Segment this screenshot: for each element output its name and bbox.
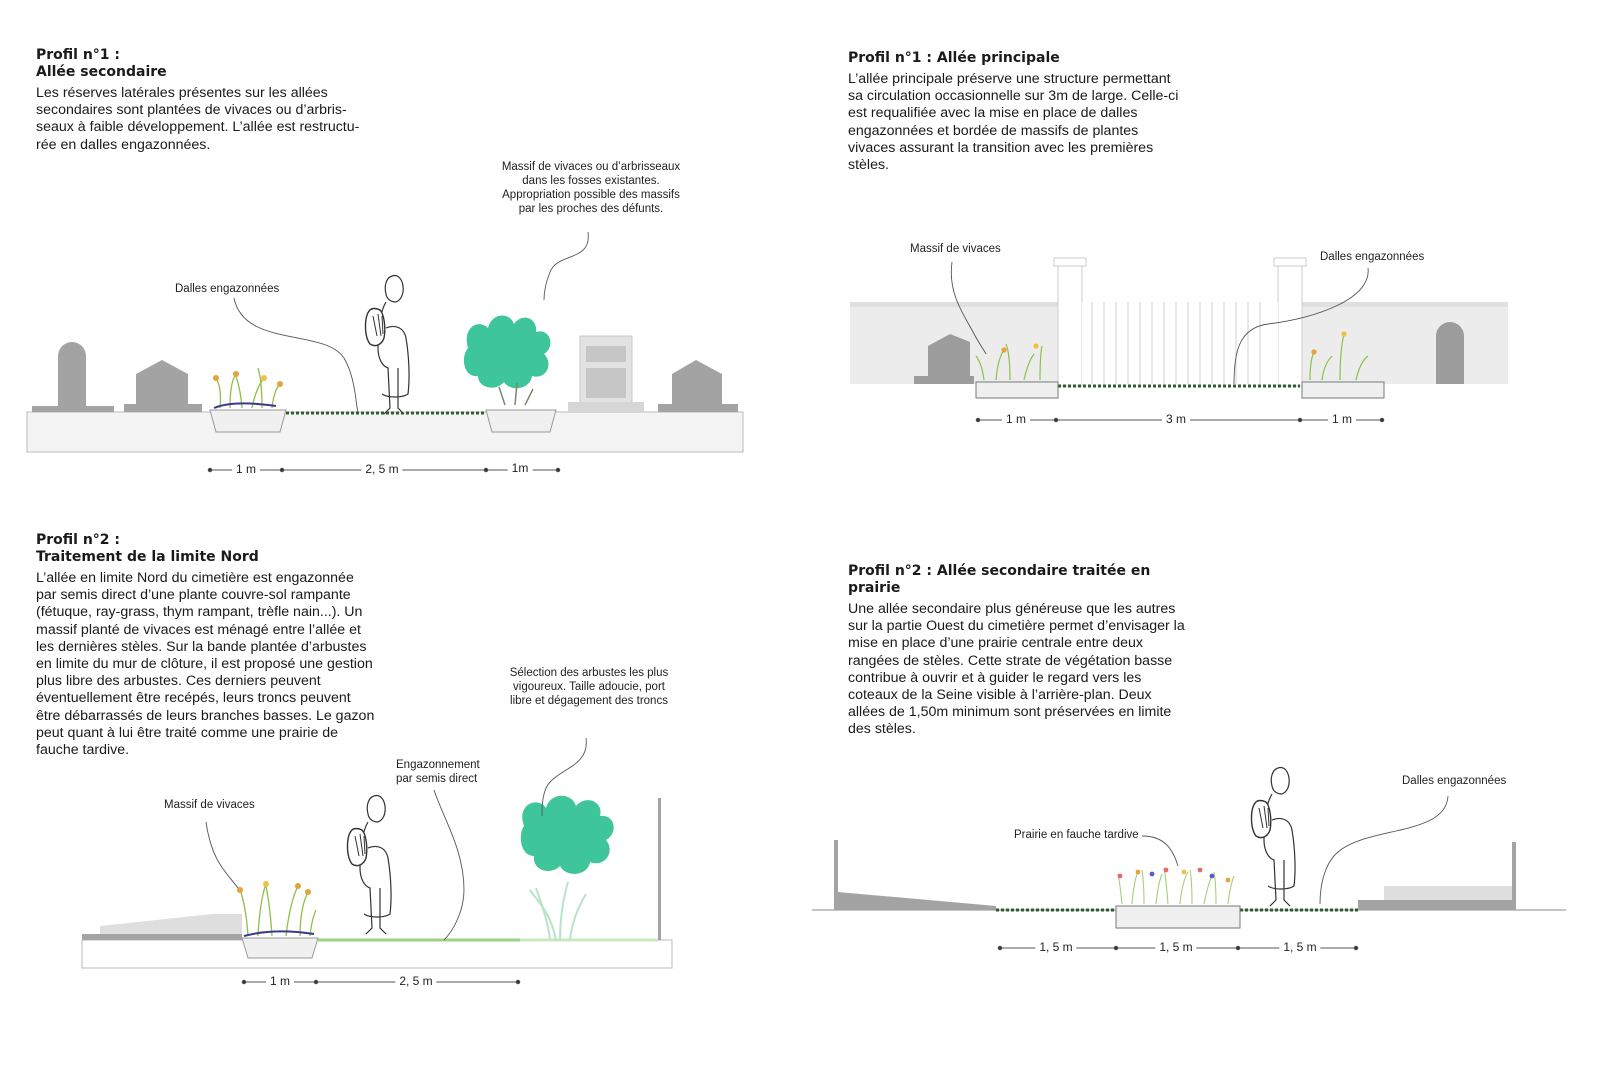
profile1-main-title: Profil n°1 : Allée principale <box>848 50 1060 66</box>
dim-p2p-1: 1, 5 m <box>1035 940 1076 954</box>
dim-p1s-3: 1m <box>508 461 533 475</box>
planter <box>976 382 1058 398</box>
boundary-wall <box>658 798 661 940</box>
gate-pillar <box>1058 262 1082 386</box>
dim-p2n-1: 1 m <box>266 974 294 988</box>
dim-p1m-1: 1 m <box>1002 412 1030 426</box>
dim-p1m-3: 1 m <box>1328 412 1356 426</box>
dim-p2p-2: 1, 5 m <box>1155 940 1196 954</box>
stele-icon <box>568 336 644 412</box>
perennials-icon <box>213 368 283 408</box>
profile2-north-title-line2: Traitement de la limite Nord <box>36 549 259 565</box>
dim-p1m-2: 3 m <box>1162 412 1190 426</box>
profile1-secondary-title-line2: Allée secondaire <box>36 64 167 80</box>
label-dalles-p1s: Dalles engazonnées <box>175 283 280 295</box>
label-dalles-p1m: Dalles engazonnées <box>1320 251 1425 263</box>
person-icon <box>348 796 392 934</box>
leader-line <box>1142 836 1178 866</box>
perennials-icon <box>1118 868 1234 904</box>
profile1-main-section <box>850 258 1508 422</box>
planter <box>242 938 318 958</box>
profile2-prairie-title: Profil n°2 : Allée secondaire traitée en prairie <box>848 563 1151 596</box>
gate-icon <box>1082 302 1278 384</box>
planter <box>210 410 286 432</box>
person-icon <box>366 276 410 414</box>
dim-p1s-2: 2, 5 m <box>361 462 402 476</box>
profile2-north-text: L’allée en limite Nord du cimetière est engazonnée par semis direct d’une plante couvre-sol rampante (fétuque, ray-grass, thym rampant, trèfle nain...). Un massif planté de vivaces est ménagé entre l’allée et les dernières stèles. Sur la bande plantée d’arbustes en limite du mur de clôture, il est proposé une gestion plus libre des arbustes. Ces derniers peuvent éventuellement être recépés, leurs troncs peuvent être débarrassés de leurs branches basses. Le gazon peut quant à lui être traité comme une prairie de fauche tardive. <box>36 570 375 759</box>
stele-icon <box>1384 886 1512 900</box>
planter <box>1302 382 1384 398</box>
leader-line <box>544 232 588 300</box>
shrub-icon <box>521 796 614 940</box>
dim-p1s-1: 1 m <box>232 462 260 476</box>
planter <box>486 410 556 432</box>
shrub-trunk <box>499 383 533 405</box>
ground-slab <box>82 940 672 968</box>
leader-line <box>434 790 464 940</box>
ground-slab <box>27 412 743 452</box>
profile2-prairie-text: Une allée secondaire plus généreuse que les autres sur la partie Ouest du cimetière permet d’envisager la mise en place d’une prairie centrale entre deux rangées de stèles. Cette strate de végétation basse contribue à ouvrir et à guider le regard vers les coteaux de la Seine visible à l’arrière-plan. Deux allées de 1,50m minimum sont préservées en limite des stèles. <box>848 601 1185 738</box>
profile1-secondary-title-line1: Profil n°1 : <box>36 47 121 63</box>
label-massif-p1m: Massif de vivaces <box>910 243 1001 255</box>
planter <box>1116 906 1240 928</box>
label-selection-p2n: Sélection des arbustes les plus vigoureux. Taille adoucie, port libre et dégagement des troncs <box>509 667 669 707</box>
profile2-north-section <box>82 738 672 984</box>
profile2-prairie-section <box>812 768 1566 950</box>
stele-icon <box>838 892 996 910</box>
label-engazonnement-p2n: Engazonnement par semis direct <box>396 759 480 785</box>
profile1-secondary-text: Les réserves latérales présentes sur les allées secondaires sont plantées de vivaces ou d’arbris-seaux à faible développement. L’allée est restructu-rée en dalles engazonnées. <box>36 85 360 153</box>
label-massif-p2n: Massif de vivaces <box>164 799 255 811</box>
leader-line <box>206 822 238 888</box>
label-dalles-p2p: Dalles engazonnées <box>1402 775 1507 787</box>
gate-pillar <box>1278 262 1302 386</box>
person-icon <box>1252 768 1296 906</box>
dim-p2p-3: 1, 5 m <box>1279 940 1320 954</box>
perennials-icon <box>237 881 316 936</box>
label-massif-p1s: Massif de vivaces ou d’arbrisseaux dans les fosses existantes. Appropriation possible des massifs par les proches des défunts. <box>501 161 681 215</box>
profile2-north-title-line1: Profil n°2 : <box>36 532 121 548</box>
wall <box>1512 842 1516 910</box>
label-prairie-p2p: Prairie en fauche tardive <box>1014 829 1139 841</box>
profile1-secondary-section <box>27 232 743 472</box>
shrub-icon <box>464 315 551 388</box>
leader-line <box>234 298 358 412</box>
dim-p2n-2: 2, 5 m <box>395 974 436 988</box>
profile1-main-text: L’allée principale préserve une structure permettant sa circulation occasionnelle sur 3m de large. Celle-ci est requalifiée avec la mise en place de dalles engazonnées et bordée de massifs de plantes vivaces assurant la transition avec les premières stèles. <box>848 71 1179 174</box>
wall <box>834 840 838 910</box>
